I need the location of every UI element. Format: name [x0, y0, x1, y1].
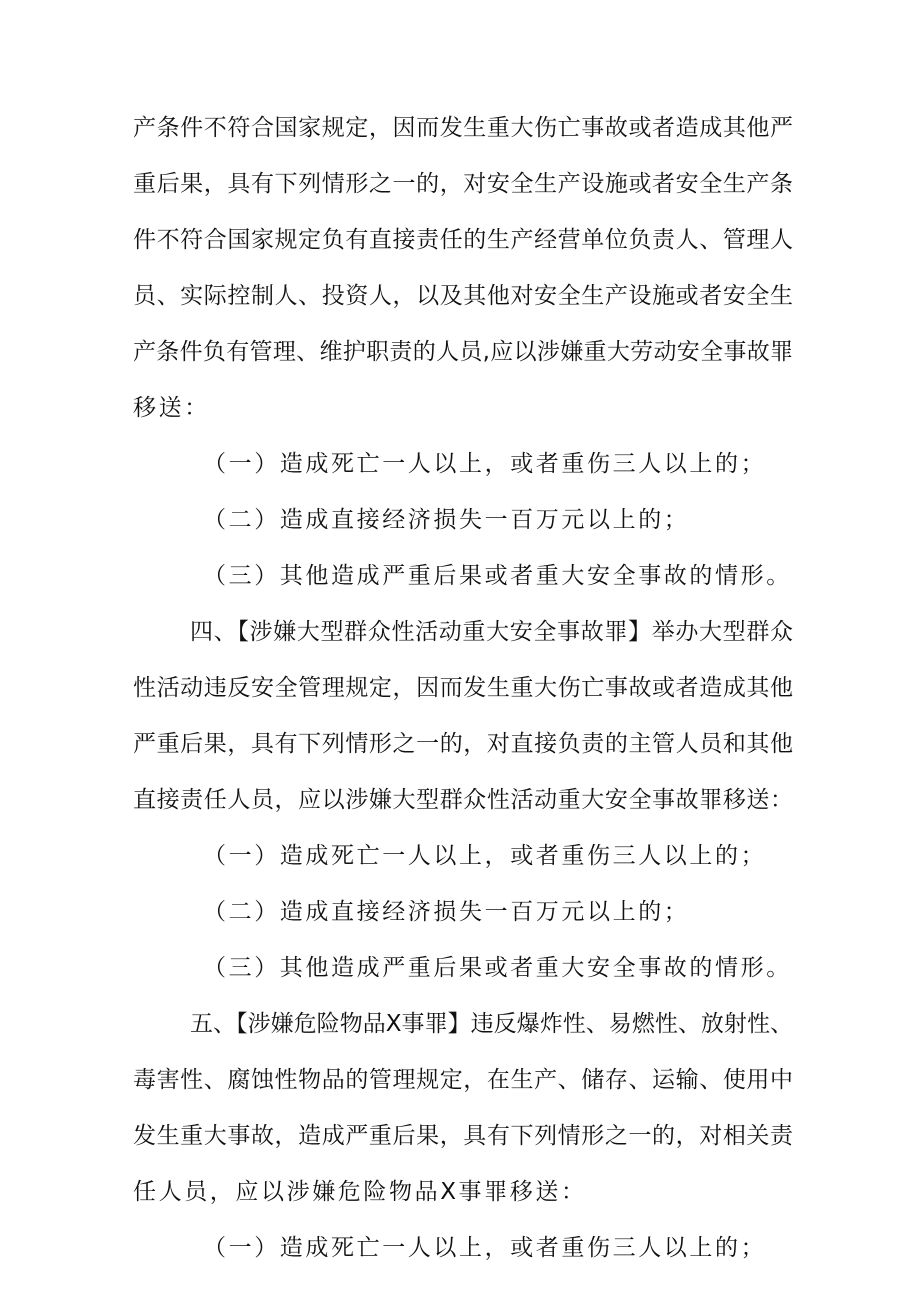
paragraph-line: 任人员，应以涉嫌危险物品X事罪移送：	[133, 1179, 587, 1205]
list-item: （二）造成直接经济损失一百万元以上的；	[203, 507, 690, 533]
paragraph-line: 直接责任人员，应以涉嫌大型群众性活动重大安全事故罪移送：	[133, 787, 793, 813]
list-item: （一）造成死亡一人以上，或者重伤三人以上的；	[203, 451, 767, 477]
paragraph-line: 产条件负有管理、维护职责的人员,应以涉嫌重大劳动安全事故罪	[133, 339, 793, 365]
paragraph-line: 毒害性、腐蚀性物品的管理规定，在生产、储存、运输、使用中	[133, 1067, 793, 1093]
list-item: （二）造成直接经济损失一百万元以上的；	[203, 899, 690, 925]
paragraph-line: 严重后果，具有下列情形之一的，对直接负责的主管人员和其他	[133, 731, 793, 757]
list-item: （三）其他造成严重后果或者重大安全事故的情形。	[203, 955, 792, 981]
paragraph-line: 性活动违反安全管理规定，因而发生重大伤亡事故或者造成其他	[133, 675, 793, 701]
paragraph-line: 发生重大事故，造成严重后果，具有下列情形之一的，对相关责	[133, 1123, 793, 1149]
list-item: （一）造成死亡一人以上，或者重伤三人以上的；	[203, 843, 767, 869]
paragraph-line: 移送：	[133, 395, 210, 421]
paragraph-line: 重后果，具有下列情形之一的，对安全生产设施或者安全生产条	[133, 171, 793, 197]
paragraph-line: 件不符合国家规定负有直接责任的生产经营单位负责人、管理人	[133, 227, 793, 253]
section-heading-line: 五、【涉嫌危险物品X事罪】违反爆炸性、易燃性、放射性、	[190, 1011, 793, 1037]
section-heading-line: 四、【涉嫌大型群众性活动重大安全事故罪】举办大型群众	[190, 619, 793, 645]
paragraph-line: 产条件不符合国家规定，因而发生重大伤亡事故或者造成其他严	[133, 115, 793, 141]
list-item: （一）造成死亡一人以上，或者重伤三人以上的；	[203, 1235, 767, 1261]
paragraph-line: 员、实际控制人、投资人，以及其他对安全生产设施或者安全生	[133, 283, 793, 309]
list-item: （三）其他造成严重后果或者重大安全事故的情形。	[203, 563, 792, 589]
